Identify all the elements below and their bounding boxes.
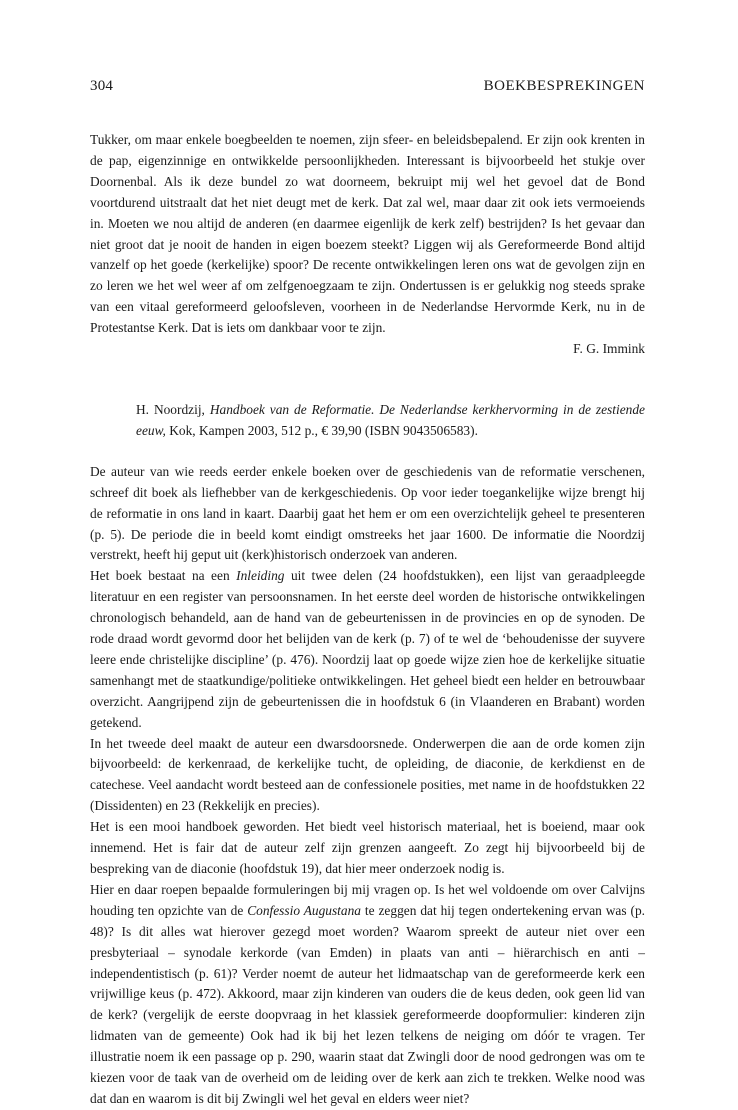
review-two-paragraph-2 bbox=[90, 566, 645, 733]
review-two-paragraph-5 bbox=[90, 880, 645, 1110]
running-title: BOEKBESPREKINGEN bbox=[483, 78, 645, 94]
review-two-paragraph-3: In het tweede deel maakt de auteur een dwarsdoorsnede. Onderwerpen die aan de orde komen zijn bijvoorbeeld: de kerkenraad, de kerkelijke tucht, de opleiding, de diaconie, de kerkdienst en de catechese. Veel aandacht wordt besteed aan de confessionele posities, met name in de hoofdstukken 22 (Dissidenten) en 23 (Rekkelijk en precies). bbox=[90, 735, 645, 814]
p2-italic-inleiding: Inleiding bbox=[236, 568, 285, 584]
review-two-body bbox=[90, 462, 645, 1110]
review-two-paragraph-1: De auteur van wie reeds eerder enkele boeken over de geschiedenis van de reformatie verschenen, schreef dit boek als liefhebber van de kerkgeschiedenis. Op voor ieder toegankelijke wijze brengt hij de reformatie in ons land in kaart. Daarbij gaat het hem er om een overzichtelijk geheel te presenteren (p. 5). De periode die in beeld komt eindigt omstreeks het jaar 1600. De informatie die Noordzij verstrekt, heeft hij geput uit (kerk)historisch onderzoek van anderen. bbox=[90, 463, 645, 563]
p5-italic-confessio: Confessio Augustana bbox=[247, 902, 361, 918]
book-reference bbox=[90, 400, 645, 442]
book-title: Handboek van de Reformatie. De Nederlandse kerkhervorming in de zestiende eeuw, bbox=[136, 401, 645, 438]
p5-text-before: Hier en daar roepen bepaalde formuleringen bij mij vragen op. Is het wel voldoende om over Calvijns houding ten opzichte van de bbox=[90, 881, 645, 918]
reviewer-signature: F. G. Immink bbox=[573, 341, 645, 357]
review-one-body bbox=[90, 130, 645, 339]
book-publication: Kok, Kampen 2003, 512 p., € 39,90 (ISBN 9043506583). bbox=[165, 422, 478, 438]
p5-text-after: te zeggen dat hij tegen ondertekening ervan was (p. 48)? Is dit alles wat hierover gezegd moet worden? Waarom spreekt de auteur niet over een presbyteriaal – synodale kerkorde (van Emden) in plaats van anti – hiërarchisch en anti – independentistisch (p. 61)? Verder noemt de auteur het lidmaatschap van de gereformeerde kerk een vrijwillige keus (p. 472). Akkoord, maar zijn kinderen van ouders die de keus deden, ook geen lid van de kerk? (vergelijk de eerste doopvraag in het klassiek gereformeerde doopformulier: kinderen zijn lidmaten van de gemeente) Ook had ik bij het lezen telkens de neiging om dóór te vragen. Ter illustratie noem ik een passage op p. 290, waarin staat dat Zwingli door de nood gedrongen was om te kiezen voor de taak van de overheid om de leiding over de kerk aan zich te trekken. Welke nood was dat dan en waarom is dit bij Zwingli wel het geval en elders weer niet? bbox=[90, 902, 645, 1106]
p2-text-before: Het boek bestaat na een bbox=[90, 568, 237, 584]
book-author: H. Noordzij, bbox=[136, 401, 210, 417]
review-two-paragraph-4: Het is een mooi handboek geworden. Het biedt veel historisch materiaal, het is boeiend, maar ook innemend. Het is fair dat de auteur zelf zijn grenzen aangeeft. Zo zegt hij bijvoorbeeld bij de bespreking van de diaconie (hoofdstuk 19), dat hier meer onderzoek nodig is. bbox=[90, 819, 645, 876]
page-number: 304 bbox=[90, 78, 114, 94]
running-header bbox=[90, 78, 645, 100]
p2-text-after: uit twee delen (24 hoofdstukken), een lijst van geraadpleegde literatuur en een register van persoonsnamen. In het eerste deel worden de historische ontwikkelingen chronologisch behandeld, aan de hand van de gebeurtenissen in de provincies en op de synoden. De rode draad wordt gevormd door het belijden van de kerk (p. 7) of te wel de ‘behoudenisse der suyvere leere ende christelijke discipline’ (p. 476). Noordzij laat op goede wijze zien hoe de kerkelijke situatie samenhangt met de staatkundige/politieke ontwikkelingen. Het geheel biedt een helder en betrouwbaar overzicht. Aangrijpend zijn de gebeurtenissen die in hoofdstuk 6 (in Vlaanderen en Brabant) worden getekend. bbox=[90, 568, 646, 730]
review-one-paragraph: Tukker, om maar enkele boegbeelden te noemen, zijn sfeer- en beleidsbepalend. Er zijn ook krenten in de pap, eigenzinnige en ontwikkelde persoonlijkheden. Interessant is bijvoorbeeld het stukje over Doornenbal. Als ik deze bundel zo wat doorneem, bekruipt mij wel het gevoel dat de Bond voortdurend uitstraalt dat het niet deugt met de kerk. Dat zal wel, maar daar zit ook iets vermoeiends in. Moeten we nou altijd de anderen (en daarmee eigenlijk de kerk zelf) bestrijden? Is het gevaar dan niet groot dat je nooit de handen in eigen boezem steekt? Liggen wij als Gereformeerde Bond altijd vanzelf op het goede (kerkelijke) spoor? De recente ontwikkelingen leren ons wat de gevolgen zijn en zo leren we het wel weer af om zelfgenoegzaam te zijn. Ondertussen is er gelukkig nog steeds sprake van een vitaal gereformeerd geloofsleven, voorheen in de Nederlandse Hervormde Kerk, nu in de Protestantse Kerk. Dat is iets om dankbaar voor te zijn. bbox=[90, 132, 645, 336]
document-page bbox=[90, 78, 645, 1110]
